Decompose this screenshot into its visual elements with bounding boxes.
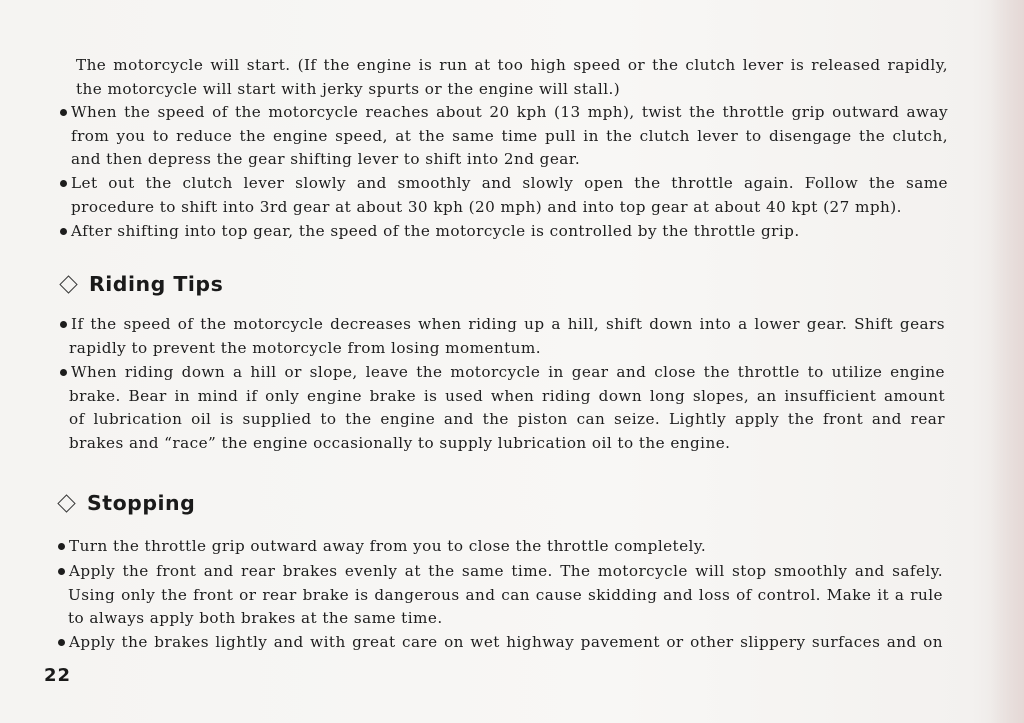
bullet-dot-icon bbox=[58, 568, 65, 575]
bullet-line: If the speed of the motorcycle decreases when riding up a hill, shift down into a lower gear. Shift gears bbox=[71, 315, 945, 333]
section-heading-stopping bbox=[56, 491, 195, 515]
section-heading-riding-tips bbox=[58, 272, 223, 296]
section-title: Stopping bbox=[87, 491, 196, 515]
bullet-line: to always apply both brakes at the same time. bbox=[68, 609, 443, 627]
bullet-line: Apply the brakes lightly and with great care on wet highway pavement or other slippery surfaces and on bbox=[69, 633, 943, 651]
intro-line: the motorcycle will start with jerky spurts or the engine will stall.) bbox=[76, 79, 621, 98]
bullet-line: When riding down a hill or slope, leave the motorcycle in gear and close the throttle to utilize engine bbox=[71, 363, 945, 381]
bullet-dot-icon bbox=[60, 180, 67, 187]
bullet-line: When the speed of the motorcycle reaches about 20 kph (13 mph), twist the throttle grip outward away bbox=[71, 103, 948, 121]
bullet-line: Turn the throttle grip outward away from you to close the throttle completely. bbox=[69, 537, 707, 555]
bullet-line: Let out the clutch lever slowly and smoothly and slowly open the throttle again. Follow the same bbox=[71, 174, 948, 192]
page-edge-shadow bbox=[990, 0, 1024, 723]
bullet-line: of lubrication oil is supplied to the engine and the piston can seize. Lightly apply the front and rear bbox=[69, 410, 945, 428]
bullet-dot-icon bbox=[60, 109, 67, 116]
intro-paragraph bbox=[76, 54, 948, 101]
bullet-line: brakes and “race” the engine occasionally to supply lubrication oil to the engine. bbox=[69, 433, 731, 452]
bullet-item bbox=[58, 560, 943, 631]
section-title: Riding Tips bbox=[89, 272, 224, 296]
bullet-dot-icon bbox=[60, 321, 67, 328]
bullet-item bbox=[58, 631, 943, 655]
bullet-item bbox=[60, 220, 948, 244]
diamond-icon bbox=[59, 275, 77, 293]
bullet-item bbox=[60, 361, 945, 455]
intro-line: The motorcycle will start. (If the engine is run at too high speed or the clutch lever is released rapidly, bbox=[76, 56, 948, 74]
diamond-icon bbox=[57, 494, 75, 512]
bullet-line: After shifting into top gear, the speed of the motorcycle is controlled by the throttle grip. bbox=[71, 222, 800, 240]
bullet-item bbox=[58, 535, 943, 559]
bullet-dot-icon bbox=[58, 639, 65, 646]
bullet-dot-icon bbox=[58, 543, 65, 550]
bullet-line: Apply the front and rear brakes evenly at the same time. The motorcycle will stop smoothly and safely. bbox=[69, 562, 943, 580]
bullet-item bbox=[60, 101, 948, 172]
bullet-line: from you to reduce the engine speed, at the same time pull in the clutch lever to disengage the clutch, bbox=[71, 126, 948, 145]
bullet-line: rapidly to prevent the motorcycle from losing momentum. bbox=[69, 338, 542, 357]
bullet-line: Using only the front or rear brake is dangerous and can cause skidding and loss of control. Make it a rule bbox=[68, 585, 943, 604]
bullet-dot-icon bbox=[60, 369, 67, 376]
page-number: 22 bbox=[44, 665, 72, 686]
bullet-dot-icon bbox=[60, 228, 67, 235]
bullet-line: procedure to shift into 3rd gear at about 30 kph (20 mph) and into top gear at about 40 kpt (27 mph). bbox=[71, 197, 902, 216]
bullet-item bbox=[60, 313, 945, 360]
bullet-line: brake. Bear in mind if only engine brake is used when riding down long slopes, an insufficient amount bbox=[69, 386, 945, 405]
bullet-line: and then depress the gear shifting lever to shift into 2nd gear. bbox=[71, 150, 581, 168]
bullet-item bbox=[60, 172, 948, 219]
